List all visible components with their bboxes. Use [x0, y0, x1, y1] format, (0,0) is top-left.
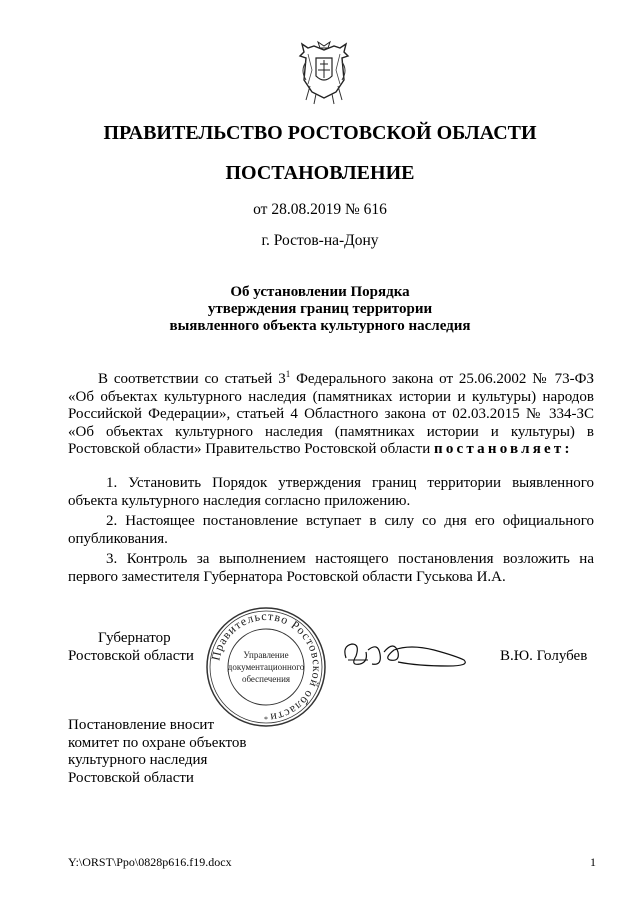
- decree-items: [68, 472, 594, 586]
- preamble: [68, 371, 594, 459]
- preamble-text: Федерального закона от 25.06.2002 № 73-ФЗ «Об объектах культурного наследия (памятниках истории и культуры) народов Российской Федерации», статьей 4 Областного закона от 02.03.2015 № 334-ЗС «Об объектах культурного наследия (памятниках истории и культуры) в Ростовской области» Правительство Ростовской области: [68, 371, 594, 457]
- subject-line: выявленного объекта культурного наследия: [169, 318, 471, 334]
- signatory-name: В.Ю. Голубев: [500, 648, 588, 664]
- article-superscript: 1: [285, 369, 291, 379]
- stamp-center-line: обеспечения: [241, 674, 291, 684]
- government-title: ПРАВИТЕЛЬСТВО РОСТОВСКОЙ ОБЛАСТИ: [103, 122, 537, 144]
- submitted-by-line: комитет по охране объектов: [68, 734, 247, 751]
- svg-text:*: *: [264, 715, 268, 724]
- decree-item: 2. Настоящее постановление вступает в силу со дня его официального опубликования.: [68, 513, 594, 547]
- subject-line: Об установлении Порядка: [230, 284, 410, 300]
- stamp-ring-text: Правительство Ростовской области: [208, 608, 325, 725]
- submitted-by-line: Постановление вносит: [68, 717, 215, 733]
- decree-word: постановляет:: [434, 441, 573, 457]
- coat-of-arms-emblem: [294, 40, 354, 108]
- stamp-center-line: документационного: [227, 662, 305, 672]
- signatory-position-line2: Ростовской области: [68, 648, 194, 664]
- document-type-title: ПОСТАНОВЛЕНИЕ: [225, 162, 415, 184]
- decree-item: 3. Контроль за выполнением настоящего постановления возложить на первого заместителя Губернатора Ростовской области Гуськова И.А.: [68, 551, 594, 585]
- date-number: от 28.08.2019 № 616: [253, 201, 387, 218]
- signatory-position-line1: Губернатор: [98, 630, 171, 646]
- decree-item: 1. Установить Порядок утверждения границ территории выявленного объекта культурного наследия согласно приложению.: [68, 475, 594, 509]
- city-line: г. Ростов-на-Дону: [261, 232, 379, 249]
- preamble-text: В соответствии со статьей 3: [98, 371, 286, 387]
- official-stamp: [205, 606, 327, 728]
- document-subject: [0, 284, 640, 335]
- submitted-by-line: Ростовской области: [68, 769, 194, 786]
- subject-line: утверждения границ территории: [207, 301, 433, 317]
- page-number: 1: [590, 855, 596, 869]
- stamp-center-line: Управление: [243, 650, 289, 660]
- handwritten-signature: [338, 636, 478, 676]
- submitted-by-block: [68, 717, 246, 787]
- footer-file-path: Y:\ORST\Ppo\0828p616.f19.docx: [68, 855, 232, 869]
- submitted-by-line: культурного наследия: [68, 752, 208, 768]
